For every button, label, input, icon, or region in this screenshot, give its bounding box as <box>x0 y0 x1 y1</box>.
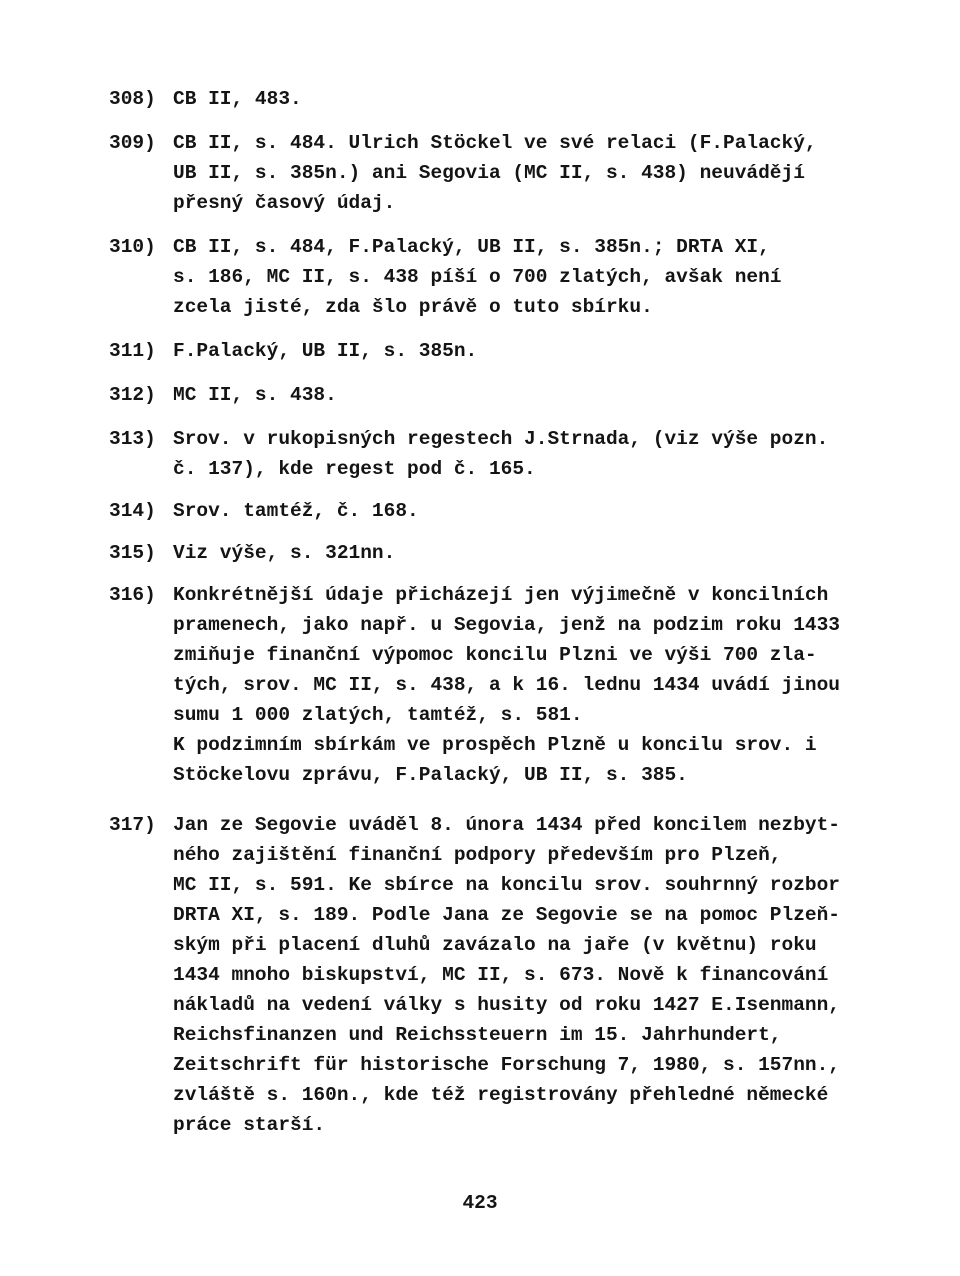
footnote-text <box>173 810 909 1140</box>
footnote-line: MC II, s. 438. <box>173 384 337 406</box>
footnote-number: 315) <box>109 542 156 564</box>
footnote-text <box>173 232 909 322</box>
footnote-line: sumu 1 000 zlatých, tamtéž, s. 581. <box>173 704 583 726</box>
footnote-line: K podzimním sbírkám ve prospěch Plzně u koncilu srov. i <box>173 734 817 756</box>
footnote-line: F.Palacký, UB II, s. 385n. <box>173 340 478 362</box>
footnote-line: Konkrétnější údaje přicházejí jen výjimečně v koncilních <box>173 584 829 606</box>
footnote-line: Srov. tamtéž, č. 168. <box>173 500 419 522</box>
footnote-line: Jan ze Segovie uváděl 8. února 1434 před koncilem nezbyt- <box>173 814 841 836</box>
footnote-line: zvláště s. 160n., kde též registrovány přehledné německé <box>173 1084 829 1106</box>
footnote-line: Viz výše, s. 321nn. <box>173 542 396 564</box>
footnote-number: 317) <box>109 814 156 836</box>
footnote-number: 311) <box>109 340 156 362</box>
footnote-line: ským při placení dluhů zavázalo na jaře (v květnu) roku <box>173 934 817 956</box>
footnote-text <box>173 496 909 526</box>
footnote-text <box>173 128 909 218</box>
footnote-text <box>173 424 909 484</box>
footnote-number: 314) <box>109 500 156 522</box>
footnote-line: přesný časový údaj. <box>173 192 396 214</box>
footnote-line: zmiňuje finanční výpomoc koncilu Plzni ve výši 700 zla- <box>173 644 817 666</box>
footnote-line: CB II, 483. <box>173 88 302 110</box>
footnote-line: CB II, s. 484. Ulrich Stöckel ve své relaci (F.Palacký, <box>173 132 817 154</box>
footnote-number: 308) <box>109 88 156 110</box>
footnote-line: Stöckelovu zprávu, F.Palacký, UB II, s. 385. <box>173 764 688 786</box>
footnote-line: práce starší. <box>173 1114 326 1136</box>
footnote-text <box>173 538 909 568</box>
footnote-number: 310) <box>109 236 156 258</box>
footnote-line: Reichsfinanzen und Reichssteuern im 15. Jahrhundert, <box>173 1024 782 1046</box>
page-number: 423 <box>462 1192 498 1214</box>
footnote-line: č. 137), kde regest pod č. 165. <box>173 458 536 480</box>
footnote-number: 312) <box>109 384 156 406</box>
footnote-line: DRTA XI, s. 189. Podle Jana ze Segovie se na pomoc Plzeň- <box>173 904 841 926</box>
footnote-line: CB II, s. 484, F.Palacký, UB II, s. 385n.; DRTA XI, <box>173 236 770 258</box>
footnote-text <box>173 380 909 410</box>
footnote-text <box>173 580 909 790</box>
footnote-line: s. 186, MC II, s. 438 píší o 700 zlatých, avšak není <box>173 266 782 288</box>
footnote-line: tých, srov. MC II, s. 438, a k 16. lednu 1434 uvádí jinou <box>173 674 841 696</box>
footnote-line: Zeitschrift für historische Forschung 7, 1980, s. 157nn., <box>173 1054 841 1076</box>
footnote-line: zcela jisté, zda šlo právě o tuto sbírku. <box>173 296 653 318</box>
footnote-line: UB II, s. 385n.) ani Segovia (MC II, s. 438) neuvádějí <box>173 162 805 184</box>
footnote-number: 309) <box>109 132 156 154</box>
footnote-number: 316) <box>109 584 156 606</box>
footnote-line: ného zajištění finanční podpory především pro Plzeň, <box>173 844 782 866</box>
footnote-line: 1434 mnoho biskupství, MC II, s. 673. Nově k financování <box>173 964 829 986</box>
footnote-line: pramenech, jako např. u Segovia, jenž na podzim roku 1433 <box>173 614 841 636</box>
footnote-number: 313) <box>109 428 156 450</box>
footnote-line: nákladů na vedení války s husity od roku 1427 E.Isenmann, <box>173 994 841 1016</box>
footnote-text <box>173 336 909 366</box>
footnote-line: Srov. v rukopisných regestech J.Strnada, (viz výše pozn. <box>173 428 829 450</box>
footnote-line: MC II, s. 591. Ke sbírce na koncilu srov. souhrnný rozbor <box>173 874 841 896</box>
footnote-text <box>173 84 909 114</box>
